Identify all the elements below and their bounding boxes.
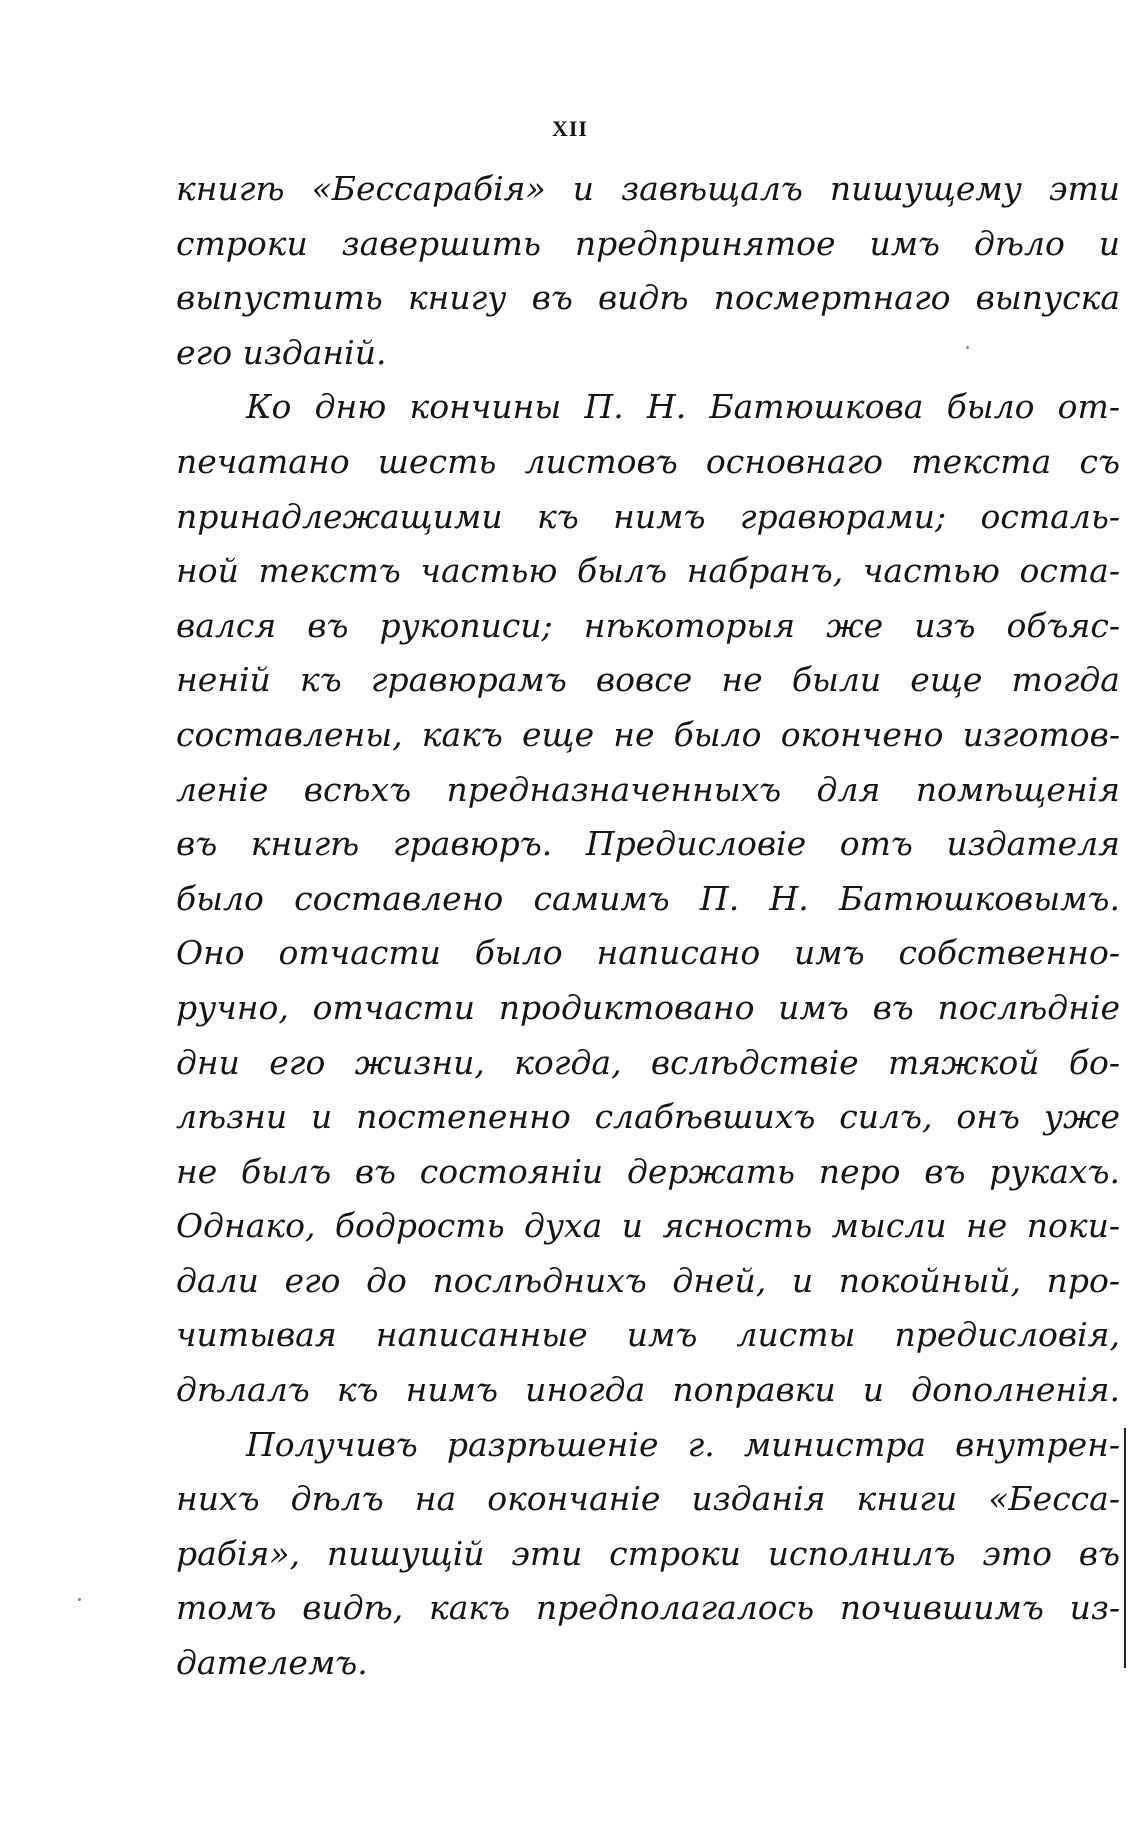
paragraph-start-line: Ко дню кончины П. Н. Батюшкова было от-: [246, 387, 1120, 427]
margin-rule: [1124, 1428, 1126, 1668]
text-line: выпустить книгу въ видѣ посмертнаго выпуска: [176, 278, 1120, 318]
paragraph-start-line: Получивъ разрѣшеніе г. министра внутрен-: [246, 1424, 1120, 1464]
text-line: неній къ гравюрамъ вовсе не были еще тогда: [176, 660, 1120, 700]
text-line: было составлено самимъ П. Н. Батюшковымъ.: [176, 878, 1120, 918]
text-line: лѣзни и постепенно слабѣвшихъ силъ, онъ уже: [176, 1097, 1120, 1137]
text-line: книгѣ «Бессарабія» и завѣщалъ пишущему эти: [176, 169, 1120, 208]
text-line: рабія», пишущій эти строки исполнилъ это въ: [176, 1533, 1120, 1573]
text-line: дни его жизни, когда, вслѣдствіе тяжкой бо-: [176, 1042, 1120, 1082]
text-line: дѣлалъ къ нимъ иногда поправки и дополненія.: [176, 1370, 1120, 1410]
text-line: Оно отчасти было написано имъ собственно-: [176, 933, 1120, 973]
text-line: не былъ въ состояніи держать перо въ рукахъ.: [176, 1151, 1120, 1191]
scan-speck: [78, 1598, 81, 1601]
text-line: въ книгѣ гравюръ. Предисловіе отъ издателя: [176, 824, 1120, 864]
text-line: Однако, бодрость духа и ясность мысли не поки-: [176, 1206, 1120, 1246]
text-line: ной текстъ частью былъ набранъ, частью оста-: [176, 551, 1120, 591]
text-line: дателемъ.: [176, 1643, 368, 1683]
page-number: XII: [551, 116, 588, 141]
text-line: леніе всѣхъ предназначенныхъ для помѣщенія: [176, 769, 1120, 809]
scan-speck: [966, 346, 969, 349]
text-line: составлены, какъ еще не было окончено изготов-: [176, 714, 1120, 754]
body-text: [176, 162, 1120, 1691]
text-line: принадлежащими къ нимъ гравюрами; осталь-: [176, 496, 1120, 536]
text-line: ручно, отчасти продиктовано имъ въ послѣдніе: [176, 987, 1120, 1027]
text-line: читывая написанные имъ листы предисловія,: [176, 1315, 1120, 1355]
text-line: строки завершить предпринятое имъ дѣло и: [176, 223, 1120, 263]
text-line: его изданій.: [176, 332, 387, 372]
text-line: вался въ рукописи; нѣкоторыя же изъ объяс-: [176, 605, 1120, 645]
text-line: печатано шесть листовъ основнаго текста съ: [176, 441, 1120, 481]
text-line: нихъ дѣлъ на окончаніе изданія книги «Бесса-: [176, 1479, 1120, 1519]
text-line: дали его до послѣднихъ дней, и покойный, про-: [176, 1260, 1120, 1300]
text-line: томъ видѣ, какъ предполагалось почившимъ из-: [176, 1588, 1120, 1628]
